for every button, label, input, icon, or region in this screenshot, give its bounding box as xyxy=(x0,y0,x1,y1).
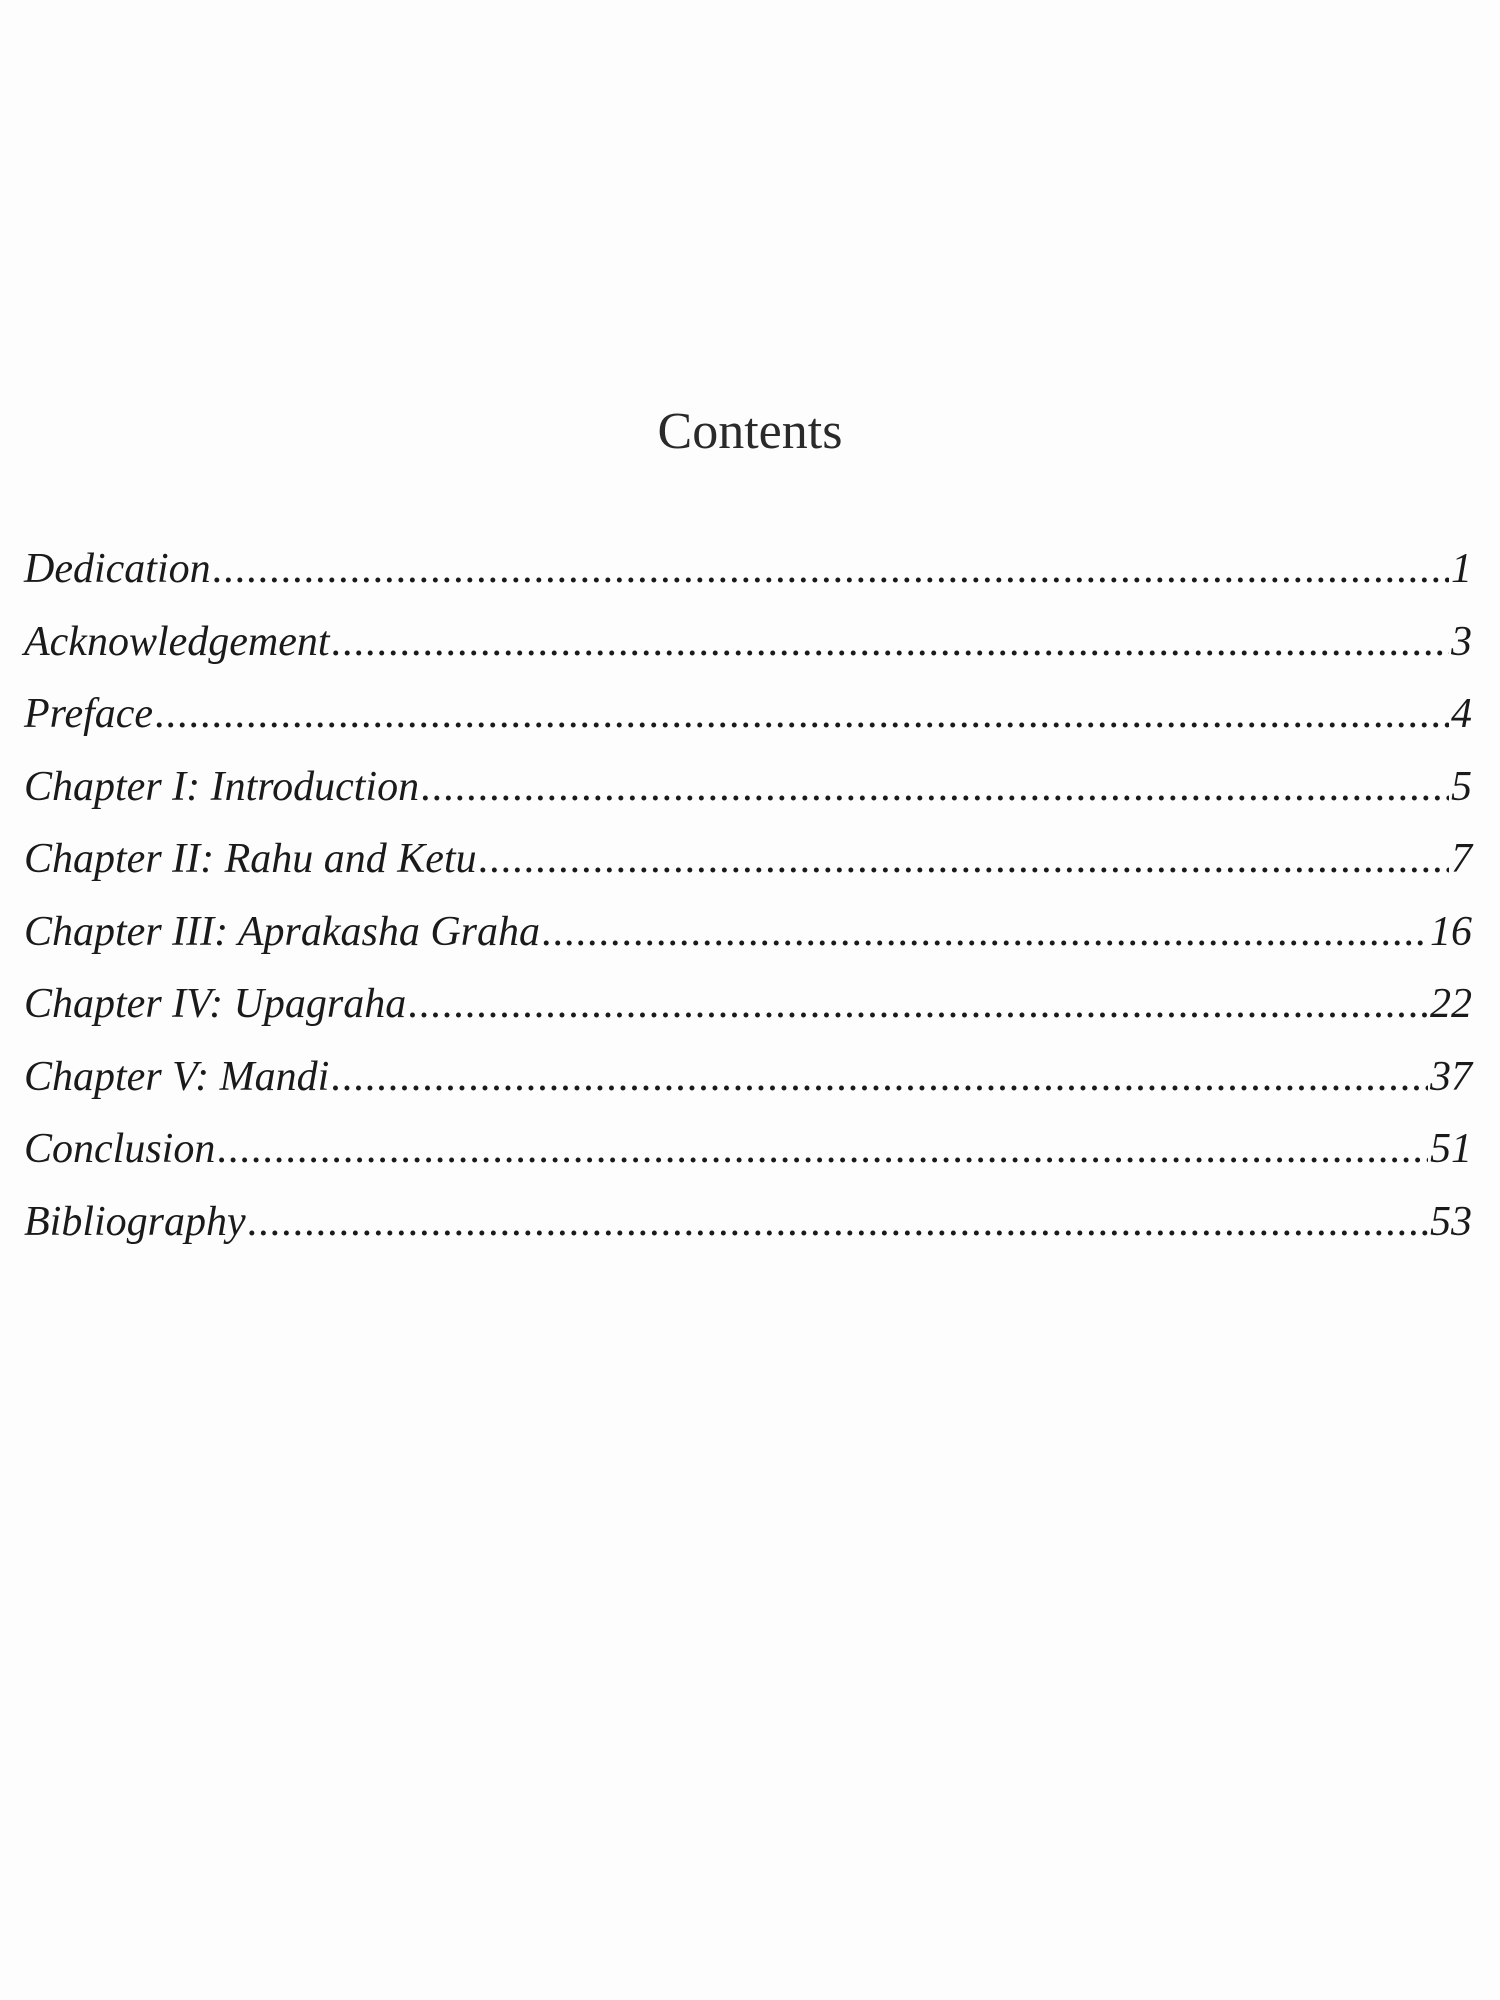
dot-leader xyxy=(479,838,1449,880)
toc-entry-page: 53 xyxy=(1430,1198,1472,1245)
dot-leader xyxy=(331,1056,1428,1098)
dot-leader xyxy=(421,766,1449,808)
toc-entry-page: 4 xyxy=(1451,691,1472,737)
dot-leader xyxy=(408,983,1428,1025)
toc-entry-conclusion xyxy=(24,1128,1472,1201)
toc-entry-page: 1 xyxy=(1451,546,1472,592)
page-title: Contents xyxy=(657,403,843,460)
toc-entry-chapter-4 xyxy=(24,983,1472,1056)
toc-entry-label: Acknowledgement xyxy=(24,618,330,665)
toc-entry-label: Chapter I: Introduction xyxy=(24,763,420,810)
toc-entry-page: 37 xyxy=(1430,1053,1472,1100)
toc-entry-chapter-5 xyxy=(24,1053,1472,1129)
toc-entry-chapter-3 xyxy=(24,908,1472,984)
dot-leader xyxy=(217,1128,1428,1170)
toc-entry-page: 5 xyxy=(1451,763,1472,810)
toc-entry-page: 3 xyxy=(1451,618,1472,665)
toc-entry-chapter-1 xyxy=(24,763,1472,839)
toc-entry-label: Chapter II: Rahu and Ketu xyxy=(24,836,477,882)
dot-leader xyxy=(155,693,1449,735)
table-of-contents xyxy=(24,548,1472,1273)
toc-entry-label: Bibliography xyxy=(24,1198,246,1245)
dot-leader xyxy=(542,911,1428,953)
toc-entry-label: Chapter V: Mandi xyxy=(24,1053,330,1100)
toc-entry-page: 51 xyxy=(1430,1126,1472,1172)
toc-entry-label: Chapter III: Aprakasha Graha xyxy=(24,908,541,955)
toc-entry-page: 22 xyxy=(1430,981,1472,1027)
dot-leader xyxy=(213,548,1449,590)
toc-entry-chapter-2 xyxy=(24,838,1472,911)
toc-entry-page: 16 xyxy=(1430,908,1472,955)
dot-leader xyxy=(248,1201,1428,1243)
toc-entry-page: 7 xyxy=(1451,836,1472,882)
toc-entry-label: Conclusion xyxy=(24,1126,216,1172)
dot-leader xyxy=(332,621,1449,663)
toc-entry-dedication xyxy=(24,548,1472,621)
toc-entry-bibliography xyxy=(24,1198,1472,1274)
toc-entry-preface xyxy=(24,693,1472,766)
toc-entry-label: Dedication xyxy=(24,546,211,592)
toc-entry-label: Preface xyxy=(24,691,154,737)
toc-entry-acknowledgement xyxy=(24,618,1472,694)
toc-entry-label: Chapter IV: Upagraha xyxy=(24,981,407,1027)
